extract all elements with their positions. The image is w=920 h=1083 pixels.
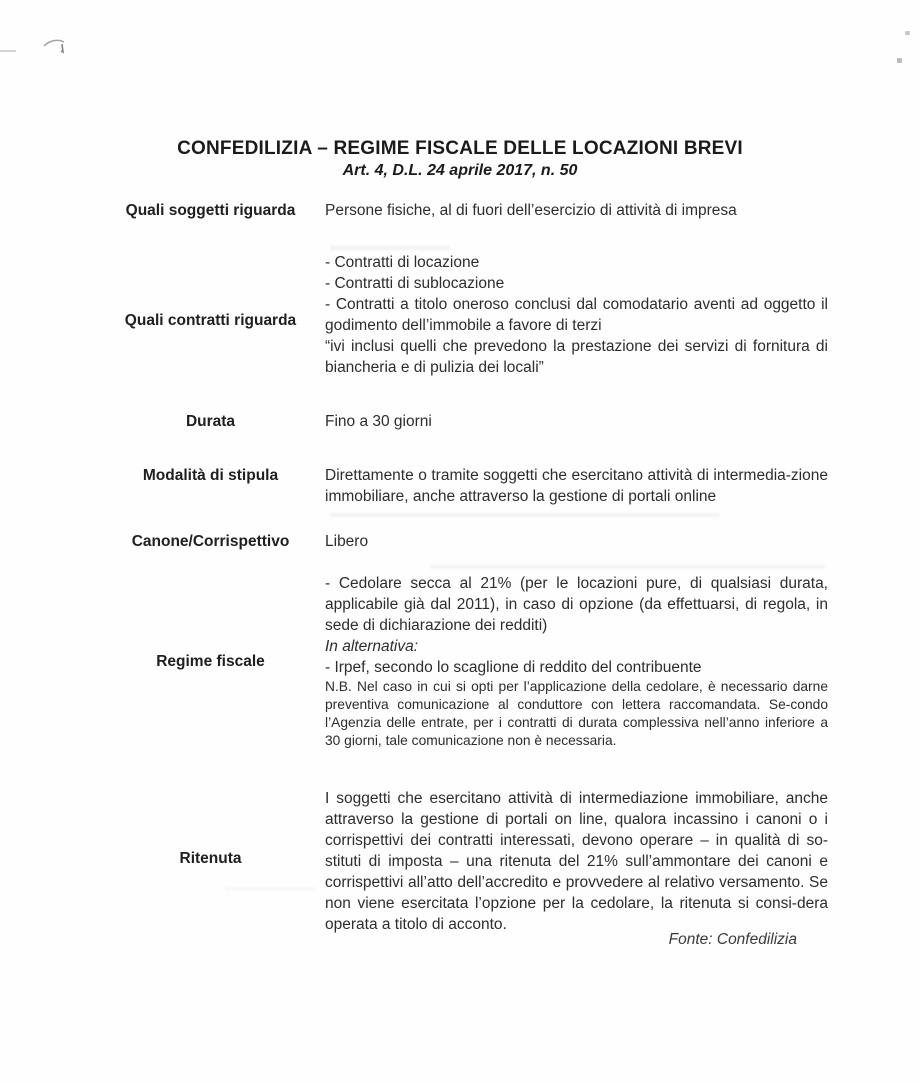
list-item: - Contratti a titolo oneroso conclusi dal comodatario aventi ad oggetto il godimento dell’immobile a favore di terzi xyxy=(325,296,828,334)
paragraph: - Irpef, secondo lo scaglione di reddito del contribuente xyxy=(325,659,702,676)
paragraph: - Cedolare secca al 21% (per le locazioni pure, di qualsiasi durata, applicabile già dal 2011), in caso di opzione (da effettuarsi, di regola, in sede di dichiarazione dei redditi) xyxy=(325,575,828,634)
scan-smudge-artifact xyxy=(430,565,825,569)
row-label: Quali soggetti riguarda xyxy=(125,202,296,219)
row-modalita-di-stipula xyxy=(120,465,828,507)
row-quali-contratti xyxy=(120,252,828,378)
source-note: Fonte: Confedilizia xyxy=(668,931,797,948)
row-value xyxy=(325,200,828,221)
scan-speck-artifact xyxy=(905,31,910,35)
row-value xyxy=(325,465,828,507)
paragraph: Libero xyxy=(325,533,369,550)
scan-edge-mark-artifact xyxy=(0,50,16,52)
row-value xyxy=(325,531,828,552)
scan-smudge-artifact xyxy=(330,246,450,250)
paragraph: Fino a 30 giorni xyxy=(325,413,432,430)
row-value xyxy=(325,411,828,432)
paragraph: I soggetti che esercitano attività di intermediazione immobiliare, anche attraverso la gestione di portali on line, qualora incassino i canoni o i corrispettivi dei contratti interessati, devono operare – in qualità di so-stituti di imposta – una ritenuta del 21% sull’ammontare dei canoni e corrispettivi all’atto dell’accredito e provvedere al relativo versamento. Se non viene esercitata l’opzione per la cedolare, la ritenuta si consi-dera operata a titolo di acconto. xyxy=(325,790,828,933)
row-label: Ritenuta xyxy=(179,850,242,867)
row-value xyxy=(325,573,828,750)
row-label: Canone/Corrispettivo xyxy=(131,533,290,550)
quoted-note: “ivi inclusi quelli che prevedono la prestazione dei servizi di fornitura di biancheria e di pulizia dei locali” xyxy=(325,338,828,376)
row-canone-corrispettivo xyxy=(120,531,828,552)
pen-mark-artifact xyxy=(42,36,72,62)
paragraph: Persone fisiche, al di fuori dell’esercizio di attività di impresa xyxy=(325,202,737,219)
row-label: Quali contratti riguarda xyxy=(124,312,297,329)
document-header xyxy=(0,138,920,181)
row-value xyxy=(325,252,828,378)
paragraph: In alternativa: xyxy=(325,638,419,655)
row-durata xyxy=(120,411,828,432)
list-item: - Contratti di sublocazione xyxy=(325,275,505,292)
nota-bene: N.B. Nel caso in cui si opti per l’applicazione della cedolare, è necessario darne preventiva comunicazione al conduttore con lettera raccomandata. Se-condo l’Agenzia delle entrate, per i contratti di durata complessiva nell’anno inferiore a 30 giorni, tale comunicazione non è necessaria. xyxy=(325,679,828,748)
paragraph: Direttamente o tramite soggetti che esercitano attività di intermedia-zione immobiliare, anche attraverso la gestione di portali online xyxy=(325,467,828,505)
scan-smudge-artifact xyxy=(330,513,720,517)
list-item: - Contratti di locazione xyxy=(325,254,480,271)
row-label: Durata xyxy=(185,413,236,430)
row-regime-fiscale xyxy=(120,573,828,750)
row-label: Regime fiscale xyxy=(156,653,265,670)
row-label: Modalità di stipula xyxy=(142,467,279,484)
document-title: CONFEDILIZIA – REGIME FISCALE DELLE LOCAZIONI BREVI xyxy=(177,138,743,159)
scan-speck-artifact xyxy=(897,58,902,63)
row-ritenuta xyxy=(120,788,828,935)
row-quali-soggetti xyxy=(120,200,828,221)
row-value xyxy=(325,788,828,935)
document-subtitle: Art. 4, D.L. 24 aprile 2017, n. 50 xyxy=(342,162,578,179)
